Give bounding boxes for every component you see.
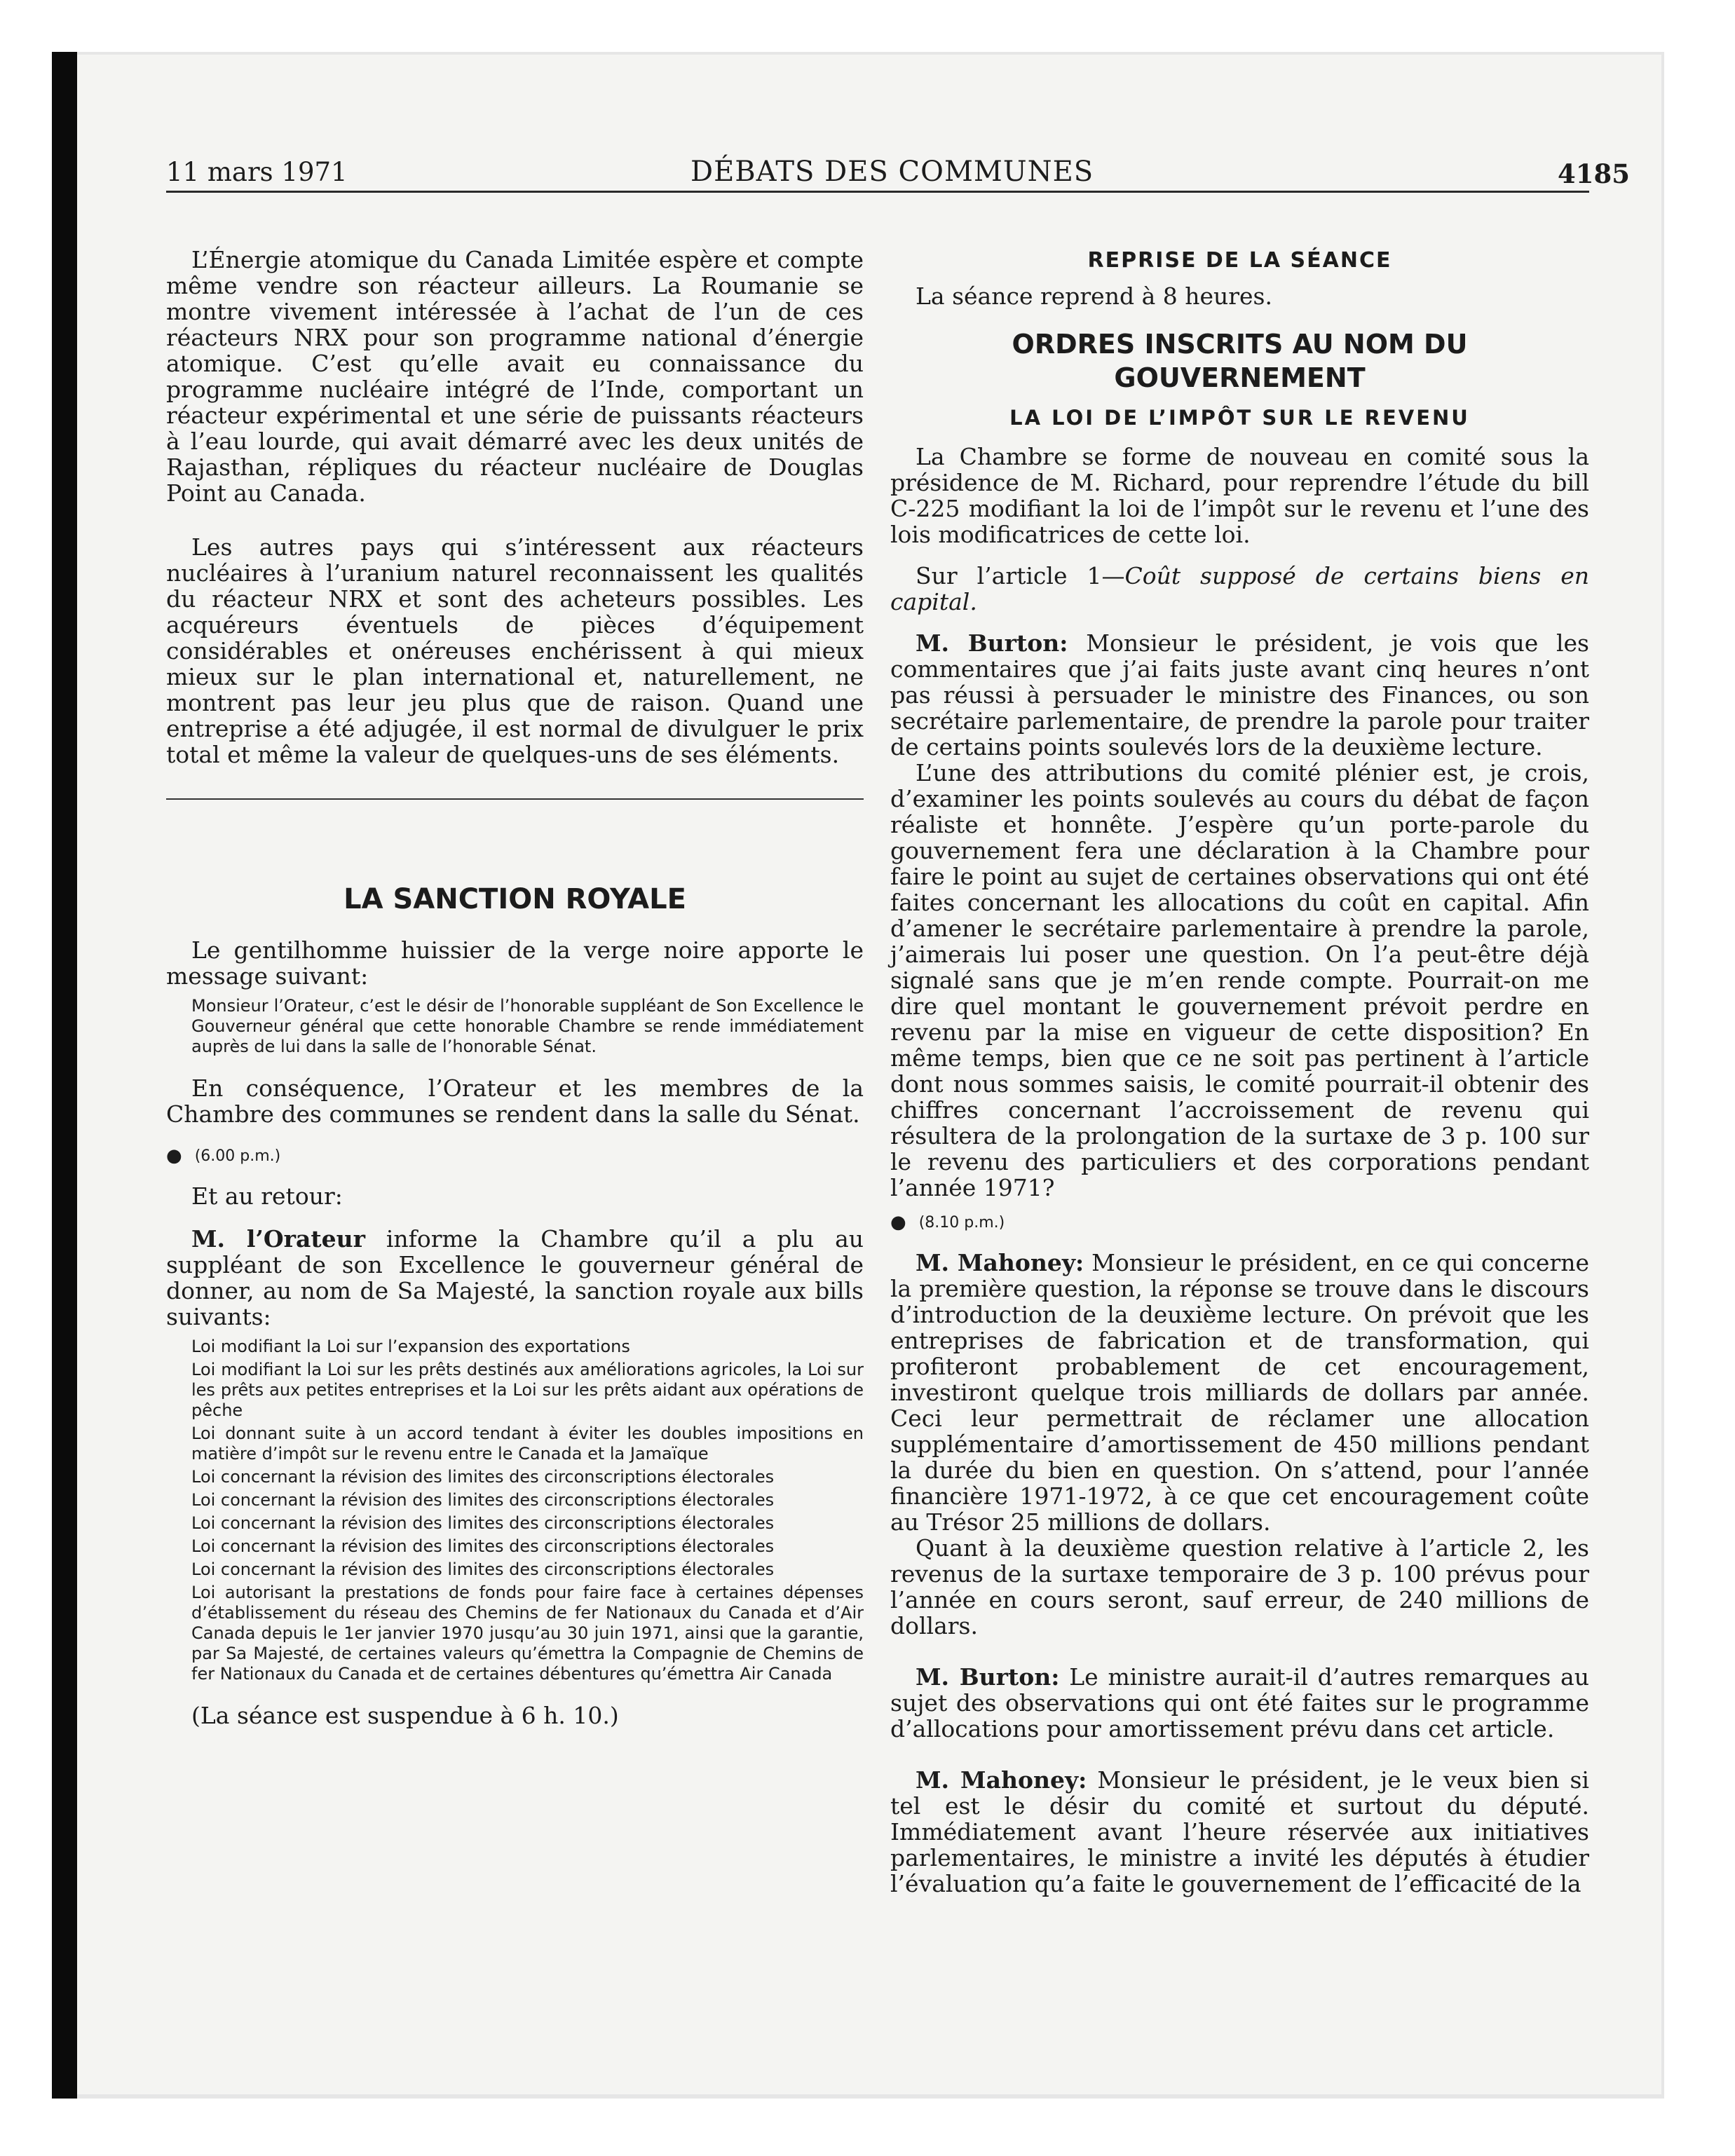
speech-text: Monsieur le président, je le veux bien si tel est le désir du comité et surtout du député. Immédiatement avant l’heure réservée aux initiatives parlementaires, le ministre a invité les députés à étudier l’évaluation qu’a faite le gouvernement de l’efficacité de la bbox=[890, 1766, 1589, 1897]
paragraph: Quant à la deuxième question relative à l’article 2, les revenus de la surtaxe temporaire de 3 p. 100 prévus pour l’année en cours seront, sauf erreur, de 240 millions de dollars. bbox=[890, 1534, 1589, 1639]
paragraph bbox=[890, 1664, 1589, 1742]
left-column bbox=[166, 247, 864, 1756]
paragraph: Et au retour: bbox=[191, 1182, 343, 1210]
bullet-icon: ● bbox=[890, 1212, 906, 1233]
paragraph: La séance reprend à 8 heures. bbox=[916, 282, 1272, 310]
section-subtitle: REPRISE DE LA SÉANCE bbox=[1087, 248, 1392, 273]
time-stamp bbox=[890, 1213, 1589, 1231]
paragraph: L’Énergie atomique du Canada Limitée espère et compte même vendre son réacteur ailleurs. La Roumanie se montre vivement intéressée à l’achat de l’un de ces réacteurs NRX pour son programme national d’énergie atomique. C’est qu’elle avait eu connaissance du programme nucléaire intégré de l’Inde, comportant un réacteur expérimental et une série de puissants réacteurs à l’eau lourde, qui avait démarré avec les deux unités de Rajasthan, répliques du réacteur nucléaire de Douglas Point au Canada. bbox=[166, 246, 864, 507]
paragraph: L’une des attributions du comité plénier est, je crois, d’examiner les points soulevés au cours du débat de façon réaliste et honnête. J’espère qu’un porte-parole du gouvernement fera une déclaration à la Chambre pour faire le point au sujet de certaines observations qui ont été faites concernant les allocations du coût en capital. Afin d’amener le secrétaire parlementaire à prendre la parole, j’aimerais lui poser une question. On l’a peut-être déjà signalé sans que je m’en rende compte. Pourrait-on me dire quel montant le gouvernement prévoit perdre en revenu par la mise en vigueur de cette disposition? En même temps, bien que ce ne soit pas pertinent à l’article dont nous sommes saisis, le comité pourrait-il obtenir des chiffres concernant l’accroissement de revenu qui résultera de la prolongation de la surtaxe de 3 p. 100 sur le revenu des particuliers et des corporations pendant l’année 1971? bbox=[890, 759, 1589, 1201]
speaker-name: M. Burton: bbox=[916, 629, 1068, 657]
section-title: LA SANCTION ROYALE bbox=[343, 883, 686, 915]
page-number: 4185 bbox=[1558, 158, 1630, 189]
speech-text: Monsieur le président, en ce qui concerne la première question, la réponse se trouve dans le discours d’introduction de la deuxième lecture. On prévoit que les entreprises de fabrication et de transformation, qui profiteront probablement de cet encouragement, investiront quelque trois milliards de dollars par année. Ceci leur permettrait de réclamer une allocation supplémentaire d’amortissement de 450 millions pendant la durée du bien en question. On s’attend, pour l’année financière 1971-1972, à ce que cet encouragement coûte au Trésor 25 millions de dollars. bbox=[890, 1249, 1589, 1536]
speech-text: informe la Chambre qu’il a plu au suppléant de son Excellence le gouverneur général de donner, au nom de Sa Majesté, la sanction royale aux bills suivants: bbox=[166, 1225, 864, 1330]
paragraph: (La séance est suspendue à 6 h. 10.) bbox=[191, 1702, 619, 1729]
speaker-name: M. l’Orateur bbox=[191, 1225, 366, 1253]
bill-item: Loi donnant suite à un accord tendant à éviter les doubles impositions en matière d’impôt sur le revenu entre le Canada et la Jamaïque bbox=[191, 1424, 864, 1464]
time-label: (6.00 p.m.) bbox=[194, 1147, 281, 1165]
bills-list bbox=[166, 1337, 864, 1684]
section-subtitle: LA LOI DE L’IMPÔT SUR LE REVENU bbox=[1009, 406, 1470, 430]
bill-item: Loi concernant la révision des limites des circonscriptions électorales bbox=[191, 1536, 775, 1556]
article-title: Coût supposé de certains biens en capital. bbox=[890, 562, 1590, 615]
bill-item: Loi concernant la révision des limites des circonscriptions électorales bbox=[191, 1490, 775, 1510]
paragraph bbox=[890, 1767, 1589, 1897]
section-title: ORDRES INSCRITS AU NOM DU GOUVERNEMENT bbox=[1012, 329, 1468, 393]
bill-item: Loi modifiant la Loi sur l’expansion des exportations bbox=[191, 1337, 630, 1356]
time-stamp bbox=[166, 1147, 864, 1165]
speech-text: Monsieur le président, je vois que les commentaires que j’ai faits juste avant cinq heures n’ont pas réussi à persuader le ministre des Finances, ou son secrétaire parlementaire, de prendre la parole pour traiter de certains points soulevés lors de la deuxième lecture. bbox=[890, 629, 1589, 760]
paragraph bbox=[890, 630, 1589, 760]
scan-edge-bar bbox=[52, 52, 77, 2099]
article-prefix: Sur l’article 1— bbox=[916, 562, 1125, 589]
header-rule bbox=[166, 191, 1589, 193]
paragraph bbox=[890, 563, 1589, 615]
speaker-name: M. Mahoney: bbox=[916, 1249, 1084, 1276]
paragraph: La Chambre se forme de nouveau en comité sous la présidence de M. Richard, pour reprendre l’étude du bill C-225 modifiant la loi de l’impôt sur le revenu et l’une des lois modificatrices de cette loi. bbox=[890, 443, 1589, 548]
right-column bbox=[890, 247, 1589, 1925]
royal-message: Monsieur l’Orateur, c’est le désir de l’honorable suppléant de Son Excellence le Gouverneur général que cette honorable Chambre se rende immédiatement auprès de lui dans la salle de l’honorable Sénat. bbox=[191, 996, 864, 1056]
section-divider bbox=[166, 798, 864, 800]
speaker-name: M. Burton: bbox=[916, 1663, 1060, 1691]
paragraph: Les autres pays qui s’intéressent aux réacteurs nucléaires à l’uranium naturel reconnaissent les qualités du réacteur NRX et sont des acheteurs possibles. Les acquéreurs éventuels de pièces d’équipement considérables et onéreuses enchérissent à qui mieux mieux sur le plan international et, naturellement, ne montrent pas leur jeu plus que de raison. Quand une entreprise a été adjugée, il est normal de divulguer le prix total et même la valeur de quelques-uns de ses éléments. bbox=[166, 533, 864, 768]
bullet-icon: ● bbox=[166, 1145, 182, 1166]
bill-item: Loi concernant la révision des limites des circonscriptions électorales bbox=[191, 1467, 775, 1487]
bill-item: Loi concernant la révision des limites des circonscriptions électorales bbox=[191, 1513, 775, 1533]
paragraph: En conséquence, l’Orateur et les membres de la Chambre des communes se rendent dans la salle du Sénat. bbox=[166, 1074, 864, 1128]
paragraph bbox=[166, 1226, 864, 1330]
speech-text: Le ministre aurait-il d’autres remarques au sujet des observations qui ont été faites sur le programme d’allocations pour amortissement prévu dans cet article. bbox=[890, 1663, 1589, 1742]
paragraph bbox=[890, 1250, 1589, 1535]
paragraph: Le gentilhomme huissier de la verge noire apporte le message suivant: bbox=[166, 936, 864, 990]
speaker-name: M. Mahoney: bbox=[916, 1766, 1087, 1794]
bill-item: Loi modifiant la Loi sur les prêts destinés aux améliorations agricoles, la Loi sur les prêts aux petites entreprises et la Loi sur les prêts aidant aux opérations de pêche bbox=[191, 1360, 864, 1420]
bill-item: Loi concernant la révision des limites des circonscriptions électorales bbox=[191, 1560, 775, 1579]
bill-item: Loi autorisant la prestations de fonds pour faire face à certaines dépenses d’établissement du réseau des Chemins de fer Nationaux du Canada et d’Air Canada depuis le 1er janvier 1970 jusqu’au 30 juin 1971, ainsi que la garantie, par Sa Majesté, de certaines valeurs qu’émettra la Compagnie de Chemins de fer Nationaux du Canada et de certaines débentures qu’émettra Air Canada bbox=[191, 1583, 864, 1684]
header-date: 11 mars 1971 bbox=[166, 157, 348, 187]
header-title: DÉBATS DES COMMUNES bbox=[690, 156, 1094, 188]
time-label: (8.10 p.m.) bbox=[918, 1213, 1005, 1231]
